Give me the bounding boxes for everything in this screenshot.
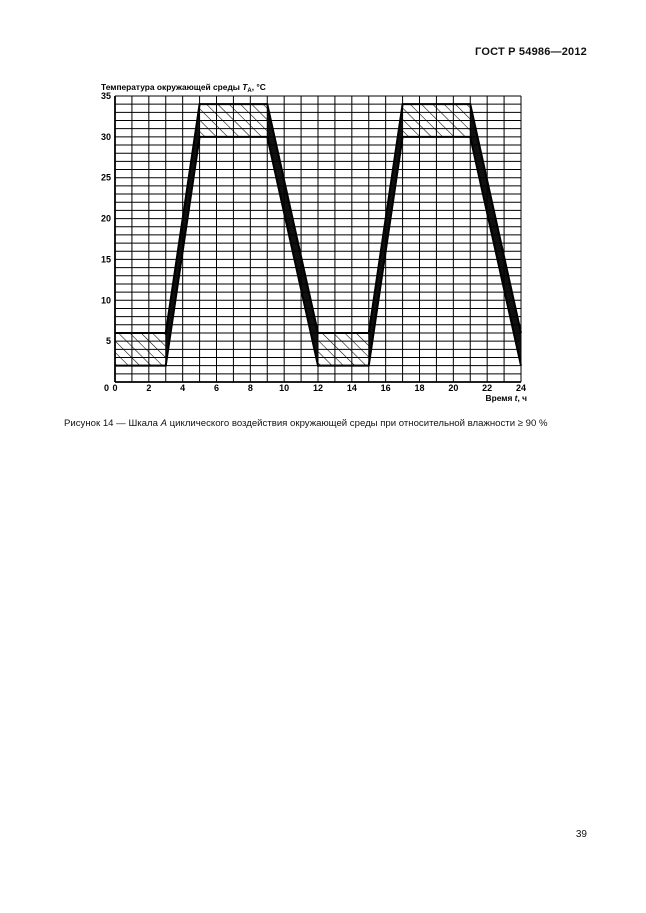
caption-scale-letter: A bbox=[160, 418, 167, 429]
x-axis-title: Время t, ч bbox=[485, 393, 527, 403]
y-tick-label-35: 35 bbox=[100, 91, 111, 101]
page-number: 39 bbox=[575, 829, 587, 840]
figure-caption bbox=[64, 418, 604, 429]
x-tick-label-6: 6 bbox=[213, 383, 220, 393]
x-tick-label-10: 10 bbox=[279, 383, 290, 393]
y-tick-label-15: 15 bbox=[100, 254, 111, 265]
x-tick-label-14: 14 bbox=[346, 383, 357, 393]
origin-label: 0 bbox=[103, 383, 109, 393]
x-tick-label-24: 24 bbox=[515, 383, 527, 393]
y-tick-label-25: 25 bbox=[100, 172, 111, 183]
x-tick-label-20: 20 bbox=[448, 383, 459, 393]
x-tick-label-4: 4 bbox=[180, 383, 186, 393]
y-tick-label-20: 20 bbox=[100, 213, 111, 224]
chart bbox=[0, 0, 646, 420]
y-tick-label-30: 30 bbox=[100, 131, 111, 142]
x-tick-label-18: 18 bbox=[414, 383, 425, 393]
x-tick-label-16: 16 bbox=[380, 383, 391, 393]
caption-suffix: циклического воздействия окружающей среды при относительной влажности ≥ 90 % bbox=[167, 418, 548, 429]
y-axis-title: Температура окружающей среды $T_A$, °C bbox=[101, 82, 266, 94]
temperature-cycle-chart bbox=[0, 0, 646, 420]
x-tick-label-22: 22 bbox=[482, 383, 493, 393]
x-tick-label-2: 2 bbox=[146, 383, 152, 393]
x-tick-label-8: 8 bbox=[247, 383, 253, 393]
y-tick-label-10: 10 bbox=[100, 295, 111, 306]
x-tick-label-0: 0 bbox=[112, 383, 118, 393]
x-tick-label-12: 12 bbox=[312, 383, 324, 393]
caption-prefix: Рисунок 14 — Шкала bbox=[64, 418, 161, 429]
document-code: ГОСТ Р 54986—2012 bbox=[475, 46, 587, 58]
y-tick-label-5: 5 bbox=[105, 336, 111, 347]
